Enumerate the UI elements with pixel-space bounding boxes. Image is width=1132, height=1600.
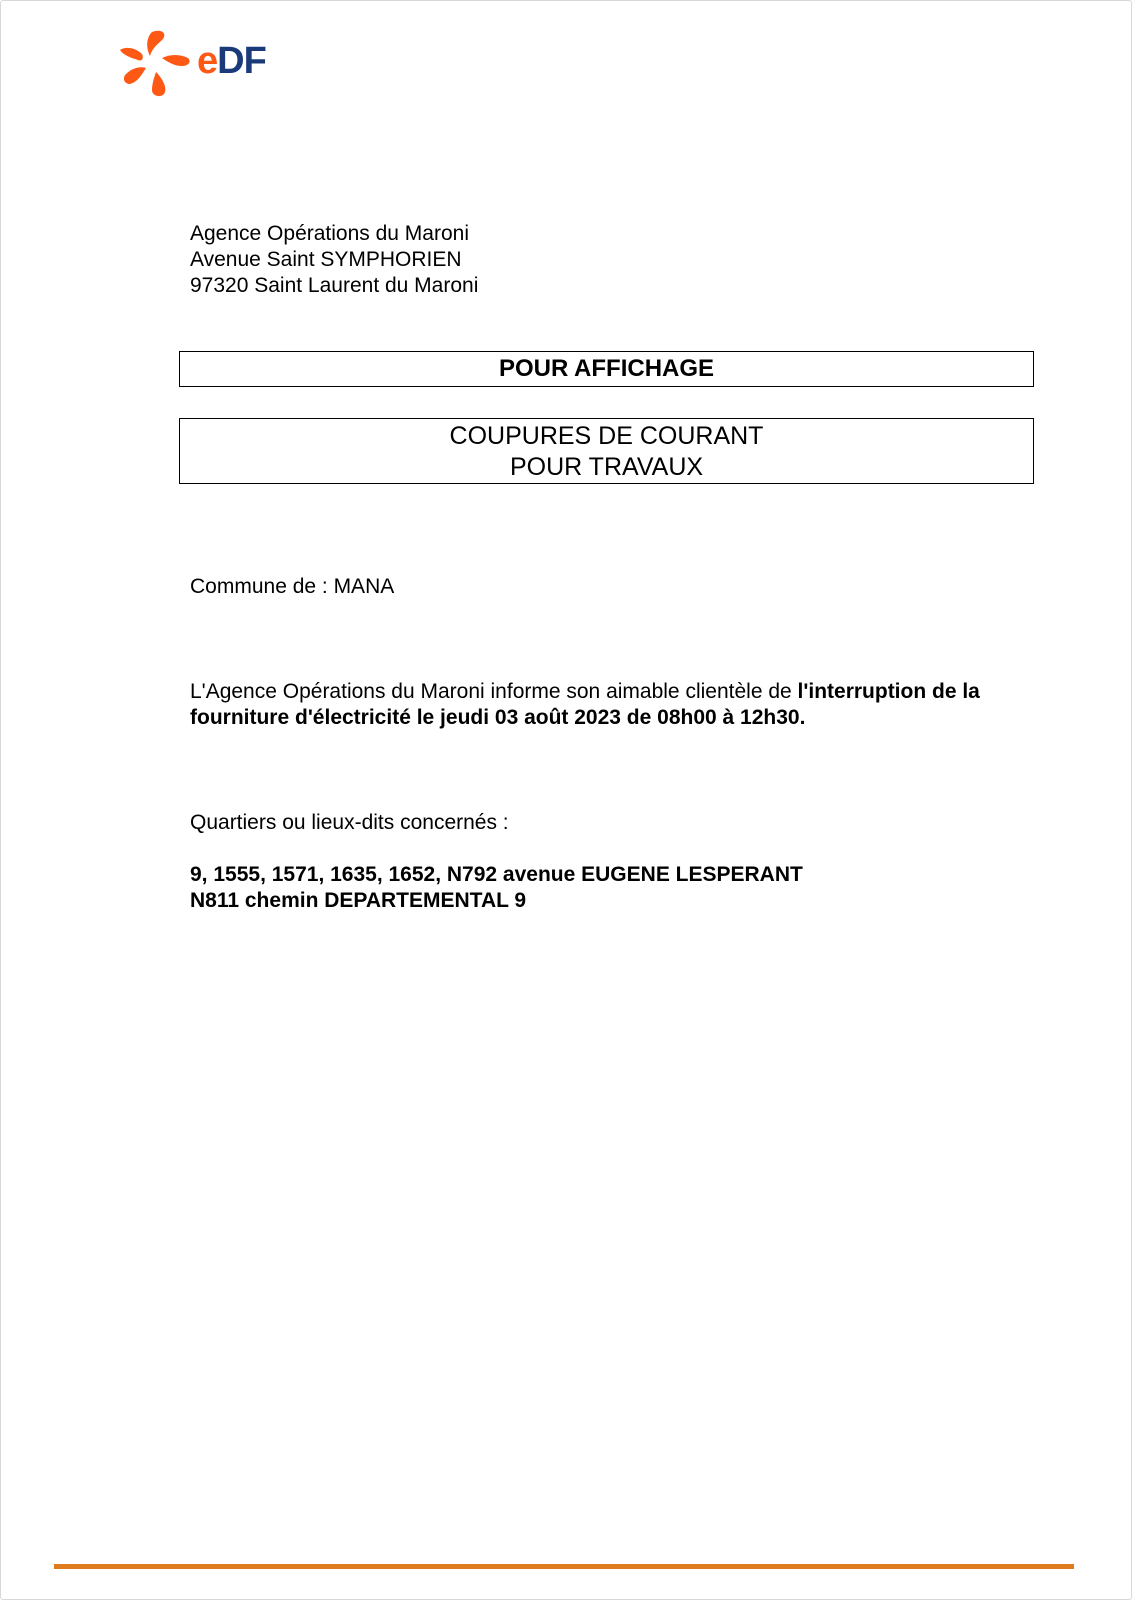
footer-divider xyxy=(54,1564,1074,1569)
street-line-1: 9, 1555, 1571, 1635, 1652, N792 avenue EUGENE LESPERANT xyxy=(190,863,803,886)
quartiers-label: Quartiers ou lieux-dits concernés : xyxy=(190,811,509,834)
info-highlight: l'interruption de la fourniture d'électricité le jeudi 03 août 2023 de 08h00 à 12h30. xyxy=(190,680,980,729)
streets-list xyxy=(190,862,803,914)
edf-wordmark-df: DF xyxy=(217,40,266,82)
coupures-box xyxy=(179,418,1034,484)
coupures-line-2: POUR TRAVAUX xyxy=(509,453,704,481)
coupures-line-1: COUPURES DE COURANT xyxy=(449,422,764,450)
address-line-3: 97320 Saint Laurent du Maroni xyxy=(190,274,479,297)
pour-affichage-title: POUR AFFICHAGE xyxy=(498,355,715,382)
commune-label: Commune de : MANA xyxy=(190,575,395,598)
edf-sun-icon xyxy=(118,28,198,100)
edf-wordmark xyxy=(197,42,266,80)
sender-address xyxy=(190,221,478,299)
edf-logo xyxy=(118,28,288,100)
edf-wordmark-e: e xyxy=(197,40,218,82)
address-line-2: Avenue Saint SYMPHORIEN xyxy=(190,248,462,271)
street-line-2: N811 chemin DEPARTEMENTAL 9 xyxy=(190,889,527,912)
info-paragraph xyxy=(190,679,1040,731)
address-line-1: Agence Opérations du Maroni xyxy=(190,222,469,245)
pour-affichage-box xyxy=(179,351,1034,387)
info-intro: L'Agence Opérations du Maroni informe son aimable clientèle de xyxy=(190,680,798,703)
